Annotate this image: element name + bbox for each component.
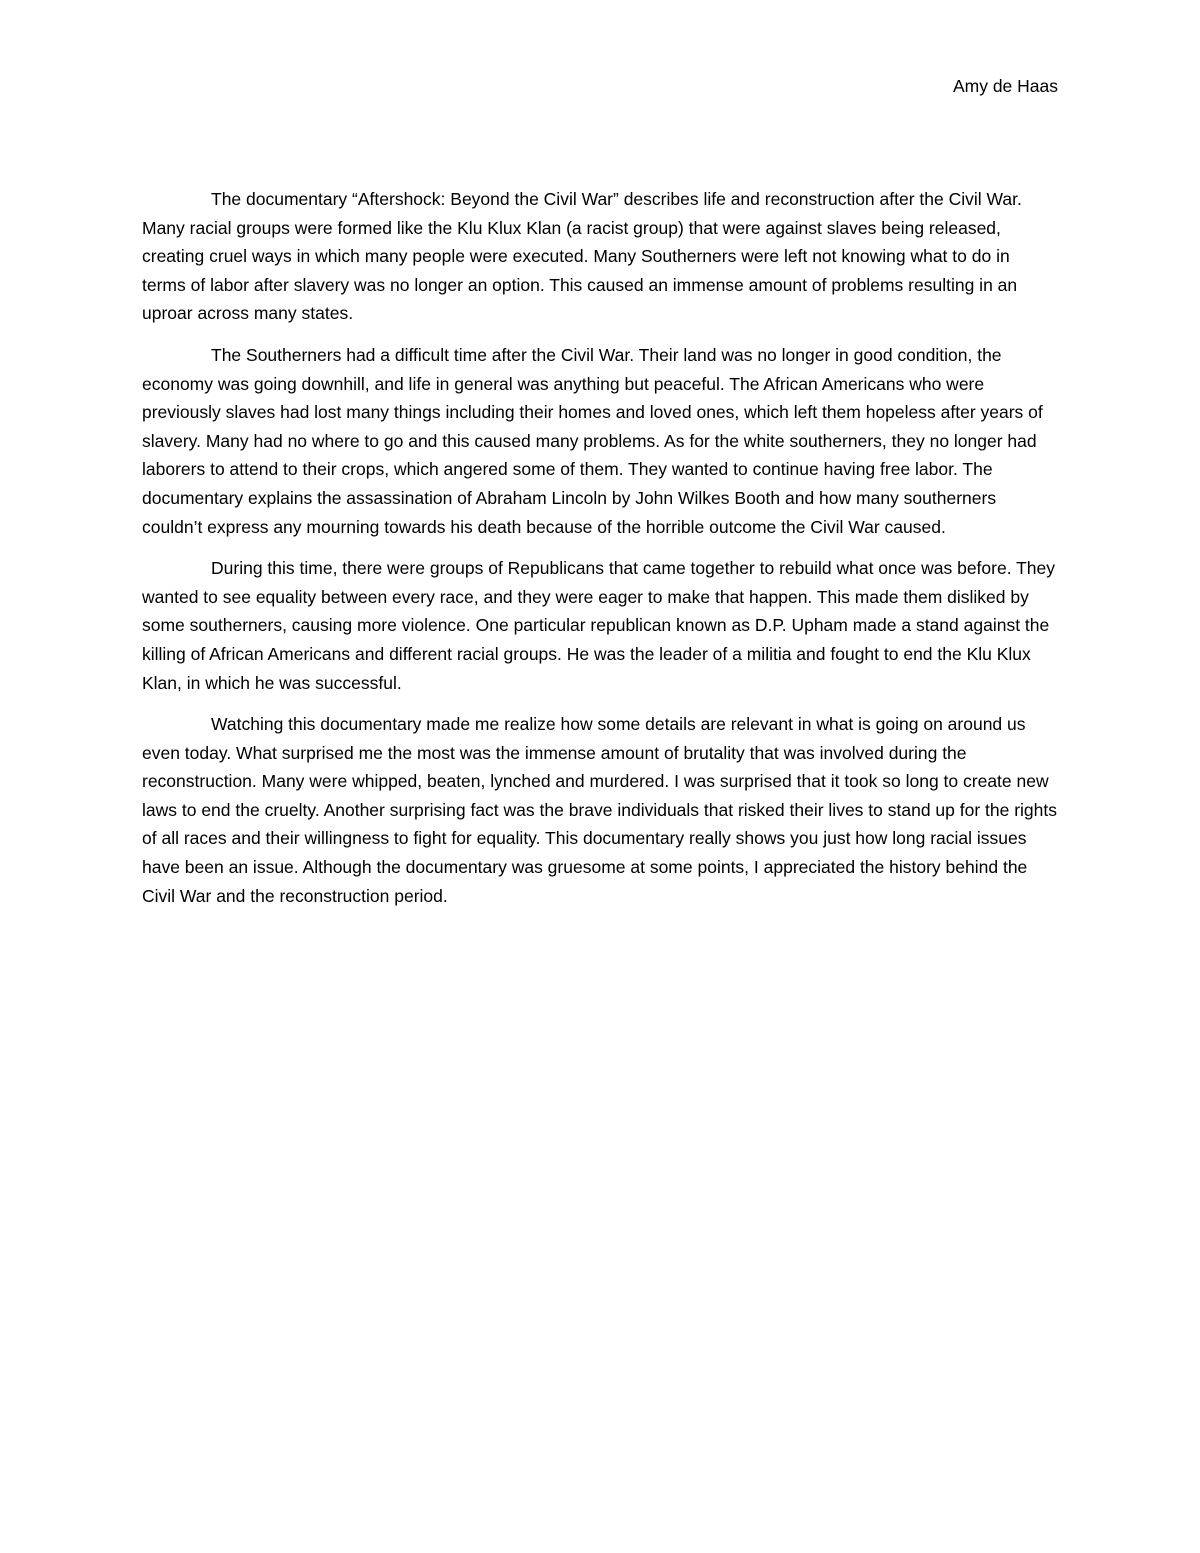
paragraph-southerners: The Southerners had a difficult time after the Civil War. Their land was no longer in good condition, the economy was going downhill, and life in general was anything but peaceful. The African Americans who were previously slaves had lost many things including their homes and loved ones, which left them hopeless after years of slavery. Many had no where to go and this caused many problems. As for the white southerners, they no longer had laborers to attend to their crops, which angered some of them. They wanted to continue having free labor. The documentary explains the assassination of Abraham Lincoln by John Wilkes Booth and how many southerners couldn’t express any mourning towards his death because of the horrible outcome the Civil War caused.: [142, 344, 1043, 537]
paragraph-reflection: Watching this documentary made me realize how some details are relevant in what is going on around us even today. What surprised me the most was the immense amount of brutality that was involved during the reconstruction. Many were whipped, beaten, lynched and murdered. I was surprised that it took so long to create new laws to end the cruelty. Another surprising fact was the brave individuals that risked their lives to stand up for the rights of all races and their willingness to fight for equality. This documentary really shows you just how long racial issues have been an issue. Although the documentary was gruesome at some points, I appreciated the history behind the Civil War and the reconstruction period.: [142, 714, 1058, 906]
essay-body: [142, 185, 1058, 923]
author-name: Amy de Haas: [952, 76, 1058, 96]
paragraph-intro: The documentary “Aftershock: Beyond the Civil War” describes life and reconstruction after the Civil War. Many racial groups were formed like the Klu Klux Klan (a racist group) that were against slaves being released, creating cruel ways in which many people were executed. Many Southerners were left not knowing what to do in terms of labor after slavery was no longer an option. This caused an immense amount of problems resulting in an uproar across many states.: [142, 189, 1022, 324]
paragraph-republicans: During this time, there were groups of Republicans that came together to rebuild what once was before. They wanted to see equality between every race, and they were eager to make that happen. This made them disliked by some southerners, causing more violence. One particular republican known as D.P. Upham made a stand against the killing of African Americans and different racial groups. He was the leader of a militia and fought to end the Klu Klux Klan, in which he was successful.: [142, 558, 1056, 693]
